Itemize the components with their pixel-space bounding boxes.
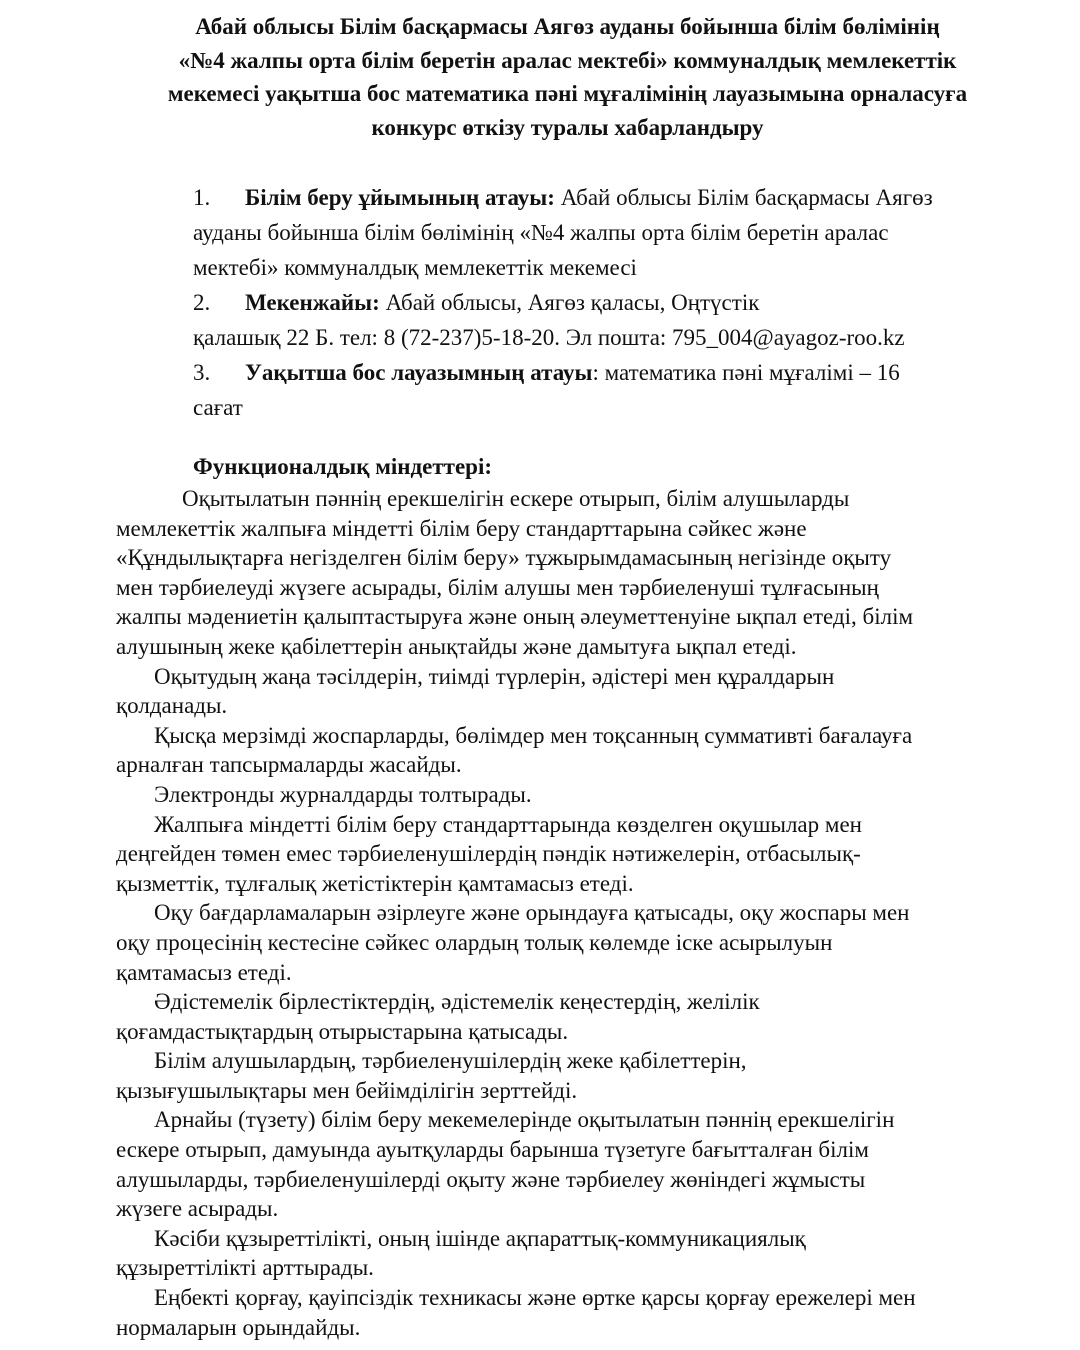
item-number: 1. <box>193 185 211 210</box>
duty-line: алушының жеке қабілеттерін анықтайды және дамытуға ықпал етеді. <box>116 633 797 659</box>
list-item-first-line <box>193 355 1043 390</box>
duty-line: арналған тапсырмаларды жасайды. <box>116 752 462 778</box>
list-item-address <box>193 285 1043 355</box>
duty-line: Оқу бағдарламаларын әзірлеуге және орындауға қатысады, оқу жоспары мен <box>154 900 910 926</box>
item-text: Абай облысы, Аягөз қаласы, Оңтүстік <box>379 290 760 315</box>
duty-line: «Құндылықтарға негізделген білім беру» тұжырымдамасының негізінде оқыту <box>116 545 892 571</box>
item-number: 2. <box>193 290 211 315</box>
duty-line: жалпы мәдениетін қалыптастыруға және оның әлеуметтенуіне ықпал етеді, білім <box>116 604 914 630</box>
list-item-first-line <box>193 285 1043 320</box>
duty-line: қызығушылықтары мен бейімділігін зерттейді. <box>116 1077 578 1103</box>
duty-line: қолданады. <box>116 693 228 719</box>
duty-paragraph <box>116 1224 1036 1283</box>
title-line: мекемесі уақытша бос математика пәні мұғалімінің лауазымына орналасуға <box>167 81 968 106</box>
duty-line: оқу процесінің кестесіне сәйкес олардың толық көлемде іске асырылуын <box>116 929 833 955</box>
duty-line: деңгейден төмен емес тәрбиеленушілердің пәндік нәтижелерін, отбасылық- <box>116 841 861 867</box>
duty-line: Білім алушылардың, тәрбиеленушілердің жеке қабілеттерін, <box>154 1048 747 1074</box>
duty-line: Қысқа мерзімді жоспарларды, бөлімдер мен тоқсанның суммативті бағалауға <box>154 722 913 748</box>
duty-line: Жалпыға міндетті білім беру стандарттарында көзделген оқушылар мен <box>154 811 862 837</box>
duty-line: Еңбекті қорғау, қауіпсіздік техникасы және өртке қарсы қорғау ережелері мен <box>154 1285 916 1311</box>
duty-line: мен тәрбиелеуді жүзеге асырады, білім алушы мен тәрбиеленуші тұлғасының <box>116 574 879 600</box>
numbered-list <box>193 180 1043 425</box>
duty-paragraph <box>116 721 1036 780</box>
title-line: «№4 жалпы орта білім беретін аралас мектебі» коммуналдық мемлекеттік <box>178 47 957 73</box>
duty-line: Әдістемелік бірлестіктердің, әдістемелік кеңестердің, желілік <box>154 989 760 1015</box>
duty-paragraph <box>116 1283 1036 1342</box>
duties-list <box>116 484 1036 1342</box>
duty-line: нормаларын орындайды. <box>116 1314 361 1340</box>
duty-line: қызметтік, тұлғалық жетістіктерін қамтамасыз етеді. <box>116 870 634 896</box>
duty-line: құзыреттілікті арттырады. <box>116 1255 374 1281</box>
duty-paragraph <box>116 484 1036 662</box>
duty-paragraph <box>116 987 1036 1046</box>
item-continuation-line: ауданы бойынша білім бөлімінің «№4 жалпы орта білім беретін аралас <box>193 220 889 245</box>
item-continuation-line: қалашық 22 Б. тел: 8 (72-237)5-18-20. Эл пошта: 795_004@ayagoz-roo.kz <box>193 325 905 350</box>
list-item-organization-name <box>193 180 1043 285</box>
item-label: Уақытша бос лауазымның атауы <box>245 360 593 385</box>
duty-paragraph <box>116 898 1036 987</box>
duty-paragraph <box>116 1105 1036 1223</box>
duty-line: жүзеге асырады. <box>116 1196 279 1222</box>
duty-line: қоғамдастықтардың отырыстарына қатысады. <box>116 1018 569 1044</box>
item-label: Мекенжайы: <box>245 290 380 315</box>
list-item-vacancy-title <box>193 355 1043 425</box>
duty-paragraph <box>116 662 1036 721</box>
item-text: Абай облысы Білім басқармасы Аягөз <box>554 185 933 210</box>
duties-heading: Функционалдық міндеттері: <box>193 454 493 479</box>
duty-paragraph <box>116 1046 1036 1105</box>
duty-line: Кәсіби құзыреттілікті, оның ішінде ақпараттық-коммуникациялық <box>154 1225 806 1251</box>
duty-paragraph <box>116 810 1036 899</box>
item-continuation-line: сағат <box>193 395 243 420</box>
duty-line: Оқытылатын пәннің ерекшелігін ескере отырып, білім алушыларды <box>182 486 850 511</box>
announcement-title <box>110 10 1025 144</box>
duty-line: Электронды журналдарды толтырады. <box>154 781 532 807</box>
duty-line: қамтамасыз етеді. <box>116 959 292 985</box>
title-line: Абай облысы Білім басқармасы Аягөз ауданы бойынша білім бөлімінің <box>195 14 940 39</box>
list-item-first-line <box>193 180 1043 215</box>
duty-line: алушыларды, тәрбиеленушілерді оқыту және тәрбиелеу жөніндегі жұмысты <box>116 1166 866 1192</box>
title-line: конкурс өткізу туралы хабарландыру <box>371 114 764 140</box>
duty-line: Оқытудың жаңа тәсілдерін, тиімді түрлерін, әдістері мен құралдарын <box>154 663 835 689</box>
duty-line: ескере отырып, дамуында ауытқуларды барынша түзетуге бағытталған білім <box>116 1137 869 1163</box>
duty-line: Арнайы (түзету) білім беру мекемелерінде оқытылатын пәннің ерекшелігін <box>154 1107 895 1133</box>
item-label: Білім беру ұйымының атауы: <box>245 185 555 210</box>
duty-paragraph <box>116 780 1036 810</box>
item-continuation-line: мектебі» коммуналдық мемлекеттік мекемесі <box>193 255 637 280</box>
item-number: 3. <box>193 360 211 385</box>
item-text: : математика пәні мұғалімі – 16 <box>592 360 900 385</box>
duty-line: мемлекеттік жалпыға міндетті білім беру стандарттарына сәйкес және <box>116 515 807 541</box>
